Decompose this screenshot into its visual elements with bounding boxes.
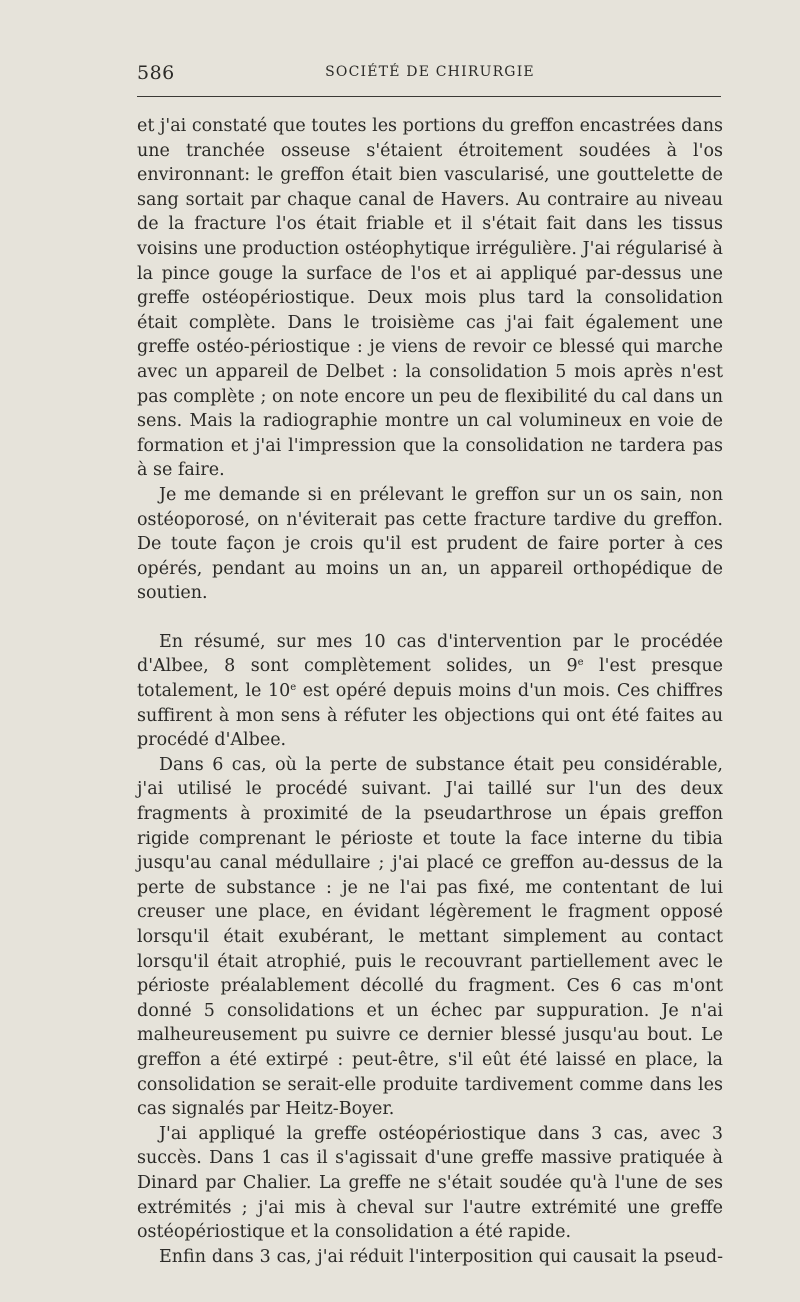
paragraph-final: Enfin dans 3 cas, j'ai réduit l'interposition qui causait la pseud- [159, 1246, 723, 1267]
body-text [137, 114, 723, 1269]
ordinal-suffix-9: e [577, 657, 584, 669]
page-header [137, 58, 723, 88]
paragraph-three-cases: J'ai appliqué la greffe ostéopériostique dans 3 cas, avec 3 succès. Dans 1 cas il s'agissait d'une greffe massive pratiquée à Dinard par Chalier. La greffe ne s'était soudée qu'à l'une de ses extrémités ; j'ai mis à cheval sur l'autre extrémité une greffe ostéopériostique et la consolidation a été rapide. [137, 1123, 723, 1243]
page-number: 586 [137, 62, 175, 84]
paragraph-greffon-fracture: Je me demande si en prélevant le greffon sur un os sain, non ostéoporosé, on n'éviterait pas cette fracture tardive du greffon. De toute façon je crois qu'il est prudent de faire porter à ces opérés, pendant au moins un an, un appareil orthopédique de soutien. [137, 484, 723, 604]
running-title: SOCIÉTÉ DE CHIRURGIE [325, 64, 535, 80]
ordinal-suffix-10: e [290, 682, 297, 694]
paragraph-gap [137, 606, 723, 630]
resume-text-a: En résumé, sur mes 10 cas d'intervention par le procédée d'Albee, 8 sont complètement solides, un 9 [137, 631, 723, 677]
paragraph-six-cases: Dans 6 cas, où la perte de substance était peu considérable, j'ai utilisé le procédé suivant. J'ai taillé sur l'un des deux fragments à proximité de la pseudarthrose un épais greffon rigide comprenant le périoste et toute la face interne du tibia jusqu'au canal médullaire ; j'ai placé ce greffon au-dessus de la perte de substance : je ne l'ai pas fixé, me contentant de lui creuser une place, en évidant légèrement le fragment opposé lorsqu'il était exubérant, le mettant simplement au contact lorsqu'il était atrophié, puis le recouvrant partiellement avec le périoste préalablement décollé du fragment. Ces 6 cas m'ont donné 5 consolidations et un échec par suppuration. Je n'ai malheureusement pu suivre ce dernier blessé jusqu'au bout. Le greffon a été extirpé : peut-être, s'il eût été laissé en place, la consolidation se serait-elle produite tardivement comme dans les cas signalés par Heitz-Boyer. [137, 754, 723, 1120]
paragraph-continuation: et j'ai constaté que toutes les portions du greffon encastrées dans une tranchée osseuse s'étaient étroitement soudées à l'os environnant: le greffon était bien vascularisé, une gouttelette de sang sortait par chaque canal de Havers. Au contraire au niveau de la fracture l'os était friable et il s'était fait dans les tissus voisins une production ostéophytique irrégulière. J'ai régularisé à la pince gouge la surface de l'os et ai appliqué par-dessus une greffe ostéopériostique. Deux mois plus tard la consolidation était complète. Dans le troisième cas j'ai fait également une greffe ostéo-périostique : je viens de revoir ce blessé qui marche avec un appareil de Delbet : la consolidation 5 mois après n'est pas complète ; on note encore un peu de flexibilité du cal dans un sens. Mais la radiographie montre un cal volumineux en voie de formation et j'ai l'impression que la consolidation ne tardera pas à se faire. [137, 116, 723, 481]
paragraph-resume [137, 630, 723, 753]
resume-text-b: l'est presque totalement, le 10 [137, 656, 724, 702]
resume-text-c: est opéré depuis moins d'un mois. Ces chiffres suffirent à mon sens à réfuter les objections qui ont été faites au procédé d'Albee. [137, 681, 723, 751]
header-rule [137, 96, 721, 97]
